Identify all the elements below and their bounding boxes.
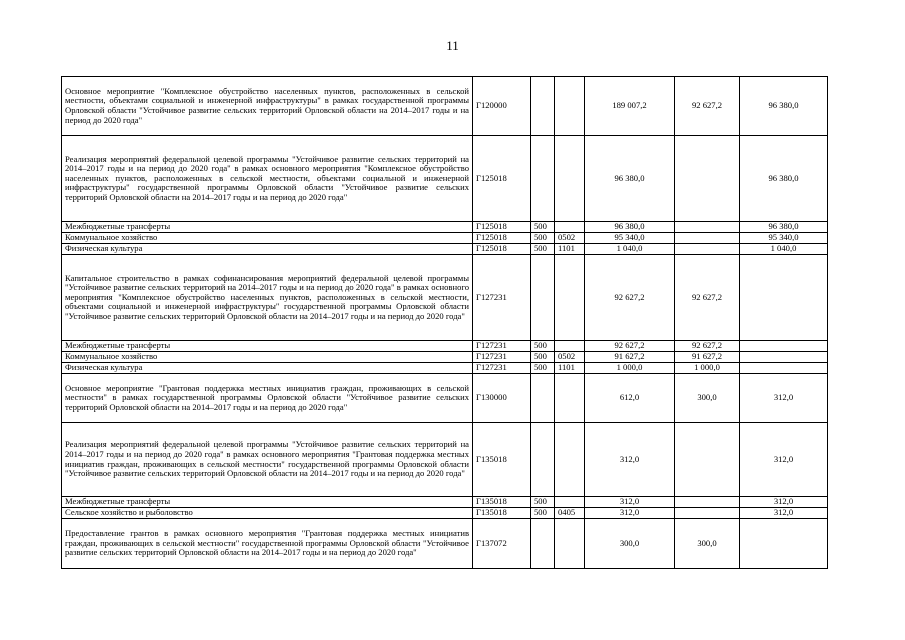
row-total: 95 340,0 — [585, 233, 675, 244]
row-v2018: 312,0 — [740, 497, 828, 508]
row-name: Основное мероприятие "Грантовая поддержка местных инициатив граждан, проживающих в сельской местности" в рамках государственной программы Орловской области "Устойчивое развитие сельских территорий Орловской области на 2014–2017 годы и на период до 2020 года" — [62, 374, 473, 423]
row-vr — [531, 519, 555, 569]
row-vr — [531, 136, 555, 222]
row-code: Г125018 — [473, 136, 531, 222]
row-v2018: 312,0 — [740, 374, 828, 423]
row-v2018 — [740, 255, 828, 341]
budget-table — [61, 76, 828, 569]
page-number: 11 — [446, 38, 459, 53]
row-rz: 1101 — [555, 244, 585, 255]
row-v2018: 312,0 — [740, 508, 828, 519]
row-rz: 1101 — [555, 363, 585, 374]
row-rz — [555, 77, 585, 136]
row-v2017 — [675, 423, 740, 497]
table-row — [62, 363, 828, 374]
row-name: Сельское хозяйство и рыболовство — [62, 508, 473, 519]
row-total: 612,0 — [585, 374, 675, 423]
row-code: Г125018 — [473, 222, 531, 233]
row-v2018: 312,0 — [740, 423, 828, 497]
row-v2017: 92 627,2 — [675, 77, 740, 136]
row-name: Межбюджетные трансферты — [62, 341, 473, 352]
row-vr — [531, 423, 555, 497]
row-rz — [555, 136, 585, 222]
table-row — [62, 244, 828, 255]
row-name: Коммунальное хозяйство — [62, 352, 473, 363]
row-v2017 — [675, 136, 740, 222]
row-total: 91 627,2 — [585, 352, 675, 363]
row-rz: 0502 — [555, 352, 585, 363]
table-row — [62, 519, 828, 569]
row-vr: 500 — [531, 352, 555, 363]
row-total: 1 040,0 — [585, 244, 675, 255]
table-row — [62, 233, 828, 244]
table-body — [62, 77, 828, 569]
row-total: 189 007,2 — [585, 77, 675, 136]
row-code: Г130000 — [473, 374, 531, 423]
row-v2017: 1 000,0 — [675, 363, 740, 374]
row-name: Основное мероприятие "Комплексное обустройство населенных пунктов, расположенных в сельской местности, объектами социальной и инженерной инфраструктуры" в рамках государственной программы Орловской области "Устойчивое развитие сельских территорий Орловской области на 2014–2017 годы и на период до 2020 года" — [62, 77, 473, 136]
row-name: Реализация мероприятий федеральной целевой программы "Устойчивое развитие сельских территорий на 2014–2017 годы и на период до 2020 года" в рамках основного мероприятия "Грантовая поддержка местных инициатив граждан, проживающих в сельской местности" государственной программы Орловской области "Устойчивое развитие сельских территорий Орловской области на 2014–2017 годы и на период до 2020 года" — [62, 423, 473, 497]
row-v2018: 96 380,0 — [740, 77, 828, 136]
table-row — [62, 374, 828, 423]
row-vr: 500 — [531, 363, 555, 374]
row-v2017 — [675, 222, 740, 233]
table-row — [62, 497, 828, 508]
row-vr — [531, 255, 555, 341]
row-rz — [555, 255, 585, 341]
row-name: Физическая культура — [62, 363, 473, 374]
row-rz — [555, 222, 585, 233]
row-v2018 — [740, 352, 828, 363]
row-name: Реализация мероприятий федеральной целевой программы "Устойчивое развитие сельских территорий на 2014–2017 годы и на период до 2020 года" в рамках основного мероприятия "Комплексное обустройство населенных пунктов, расположенных в сельской местности, объектами социальной и инженерной инфраструктуры" государственной программы Орловской области "Устойчивое развитие сельских территорий Орловской области на 2014–2017 годы и на период до 2020 года" — [62, 136, 473, 222]
row-code: Г127231 — [473, 363, 531, 374]
row-name: Коммунальное хозяйство — [62, 233, 473, 244]
row-total: 312,0 — [585, 423, 675, 497]
row-name: Капитальное строительство в рамках софинансирования мероприятий федеральной целевой программы "Устойчивое развитие сельских территорий на 2014–2017 годы и на период до 2020 года" в рамках основного мероприятия "Комплексное обустройство населенных пунктов, расположенных в сельской местности, объектами социальной и инженерной инфраструктуры" государственной программы Орловской области "Устойчивое развитие сельских территорий Орловской области на 2014–2017 годы и на период до 2020 года" — [62, 255, 473, 341]
row-v2017 — [675, 508, 740, 519]
row-code: Г120000 — [473, 77, 531, 136]
row-rz — [555, 423, 585, 497]
row-total: 96 380,0 — [585, 136, 675, 222]
row-rz — [555, 519, 585, 569]
table-row — [62, 352, 828, 363]
row-code: Г135018 — [473, 423, 531, 497]
row-v2017: 92 627,2 — [675, 255, 740, 341]
row-v2017: 92 627,2 — [675, 341, 740, 352]
row-rz — [555, 341, 585, 352]
table-row — [62, 136, 828, 222]
row-vr: 500 — [531, 233, 555, 244]
row-total: 312,0 — [585, 497, 675, 508]
row-code: Г125018 — [473, 244, 531, 255]
row-v2018: 95 340,0 — [740, 233, 828, 244]
row-total: 1 000,0 — [585, 363, 675, 374]
row-vr: 500 — [531, 508, 555, 519]
row-total: 96 380,0 — [585, 222, 675, 233]
row-v2017: 300,0 — [675, 374, 740, 423]
row-rz — [555, 497, 585, 508]
row-v2018 — [740, 519, 828, 569]
table-row — [62, 222, 828, 233]
table-row — [62, 77, 828, 136]
row-total: 92 627,2 — [585, 341, 675, 352]
row-v2017: 300,0 — [675, 519, 740, 569]
row-v2018: 1 040,0 — [740, 244, 828, 255]
row-vr: 500 — [531, 497, 555, 508]
row-rz: 0502 — [555, 233, 585, 244]
row-name: Физическая культура — [62, 244, 473, 255]
row-vr — [531, 374, 555, 423]
row-code: Г125018 — [473, 233, 531, 244]
row-code: Г135018 — [473, 497, 531, 508]
row-name: Предоставление грантов в рамках основного мероприятия "Грантовая поддержка местных инициатив граждан, проживающих в сельской местности" государственной программы Орловской области "Устойчивое развитие сельских территорий Орловской области на 2014–2017 годы и на период до 2020 года" — [62, 519, 473, 569]
row-total: 92 627,2 — [585, 255, 675, 341]
row-v2018 — [740, 341, 828, 352]
row-code: Г127231 — [473, 341, 531, 352]
table-row — [62, 423, 828, 497]
row-code: Г137072 — [473, 519, 531, 569]
row-total: 300,0 — [585, 519, 675, 569]
table-row — [62, 508, 828, 519]
row-v2018: 96 380,0 — [740, 222, 828, 233]
row-vr: 500 — [531, 244, 555, 255]
row-code: Г127231 — [473, 255, 531, 341]
row-v2017: 91 627,2 — [675, 352, 740, 363]
row-vr — [531, 77, 555, 136]
row-v2017 — [675, 233, 740, 244]
row-code: Г135018 — [473, 508, 531, 519]
row-code: Г127231 — [473, 352, 531, 363]
table-row — [62, 341, 828, 352]
row-name: Межбюджетные трансферты — [62, 497, 473, 508]
row-name: Межбюджетные трансферты — [62, 222, 473, 233]
row-rz — [555, 374, 585, 423]
row-rz: 0405 — [555, 508, 585, 519]
row-vr: 500 — [531, 222, 555, 233]
row-v2017 — [675, 497, 740, 508]
table-row — [62, 255, 828, 341]
row-v2018: 96 380,0 — [740, 136, 828, 222]
row-vr: 500 — [531, 341, 555, 352]
row-v2017 — [675, 244, 740, 255]
row-total: 312,0 — [585, 508, 675, 519]
row-v2018 — [740, 363, 828, 374]
